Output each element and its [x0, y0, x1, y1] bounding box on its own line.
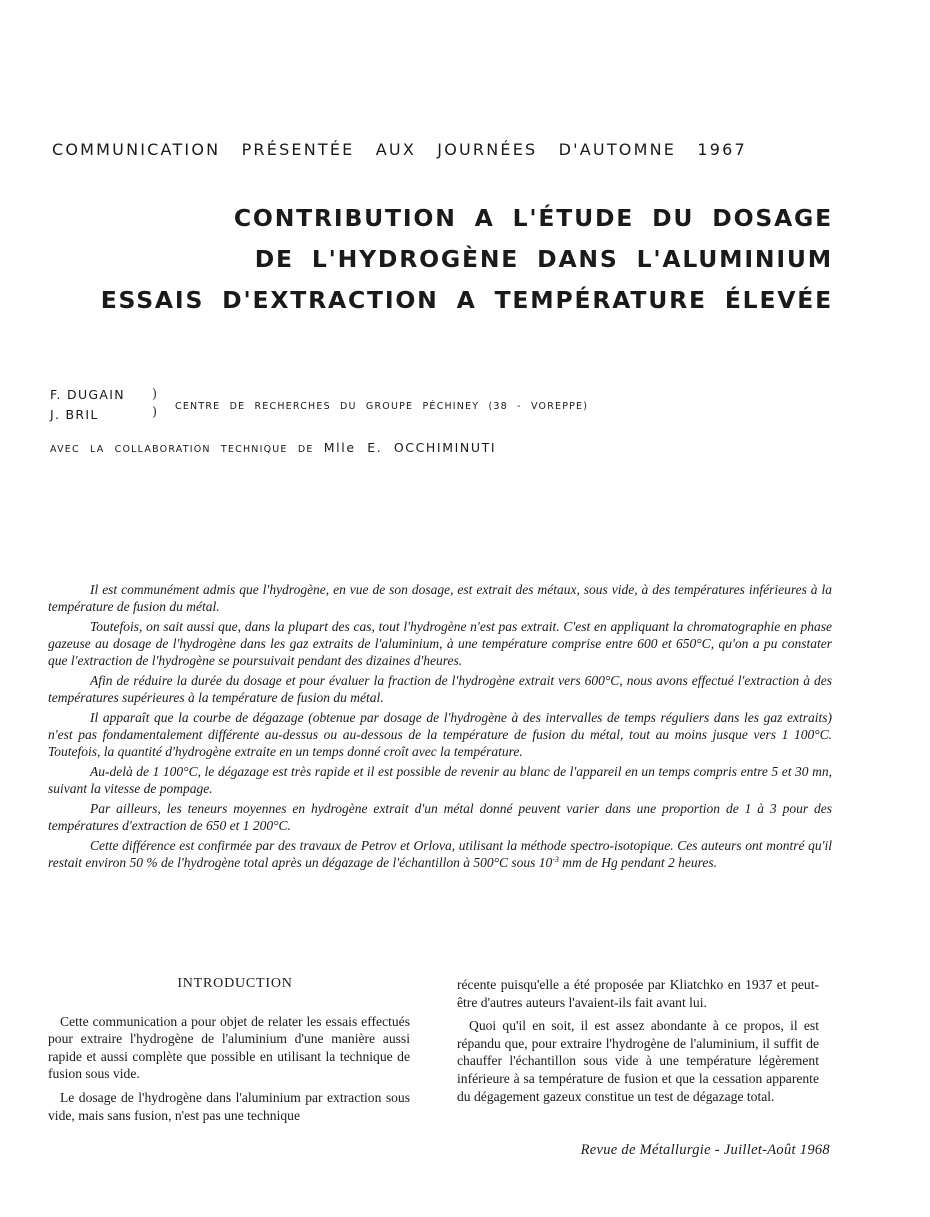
- article-title: [73, 198, 833, 321]
- section-heading: INTRODUCTION: [177, 976, 293, 991]
- abstract-paragraph: [48, 837, 832, 871]
- abstract-paragraph: Au-delà de 1 100°C, le dégazage est très rapide et il est possible de revenir au blanc de l'appareil en un temps compris entre 5 et 30 mn, suivant la vitesse de pompage.: [48, 764, 832, 796]
- abstract-paragraph: Afin de réduire la durée du dosage et pour évaluer la fraction de l'hydrogène extrait vers 600°C, nous avons effectué l'extraction à des températures supérieures à la température de fusion du métal.: [48, 673, 832, 705]
- collaboration-line: [50, 440, 496, 455]
- right-column: [457, 976, 819, 1111]
- abstract-p7-text: Cette différence est confirmée par des travaux de Petrov et Orlova, utilisant la méthode spectro-isotopique. Ces auteurs ont montré qu'il restait environ 50 % de l'hydrogène total après un dégazage de l'échantillon à 500°C sous 10: [48, 838, 832, 870]
- affiliation: CENTRE DE RECHERCHES DU GROUPE PÉCHINEY (38 - VOREPPE): [175, 401, 589, 412]
- title-line-2: DE L'HYDROGÈNE DANS L'ALUMINIUM: [254, 245, 833, 273]
- title-line-1: CONTRIBUTION A L'ÉTUDE DU DOSAGE: [233, 204, 833, 232]
- abstract-paragraph: Il est communément admis que l'hydrogène, en vue de son dosage, est extrait des métaux, sous vide, à des températures inférieures à la température de fusion du métal.: [48, 582, 832, 614]
- body-paragraph: Quoi qu'il en soit, il est assez abondante à ce propos, il est répandu que, pour extraire l'hydrogène de l'aluminium, il suffit de chauffer l'échantillon sous vide à une température légèrement inférieure à sa température de fusion et que la cessation apparente du dégagement gazeux constitue un test de dégazage total.: [457, 1018, 819, 1104]
- body-paragraph: Cette communication a pour objet de relater les essais effectués pour extraire l'hydrogène de l'aluminium d'une manière aussi rapide et aussi complète que possible en utilisant la technique de fusion sous vide.: [48, 1013, 410, 1082]
- abstract-paragraph: Toutefois, on sait aussi que, dans la plupart des cas, tout l'hydrogène n'est pas extrait. C'est en appliquant la chromatographie en phase gazeuse au dosage de l'hydrogène dans les gaz extraits de l'aluminium, à une température comprise entre 600 et 650°C, qu'on a pu constater que l'extraction de l'hydrogène se poursuivait pendant des dizaines d'heures.: [48, 619, 832, 668]
- author-list: [50, 385, 125, 425]
- body-paragraph: Le dosage de l'hydrogène dans l'aluminium par extraction sous vide, mais sans fusion, n'est pas une technique: [48, 1089, 410, 1123]
- left-column: [48, 975, 410, 1130]
- body-paragraph: récente puisqu'elle a été proposée par Kliatchko en 1937 et peut-être d'autres auteurs l'avaient-ils fait avant lui.: [457, 977, 819, 1010]
- title-line-3: ESSAIS D'EXTRACTION A TEMPÉRATURE ÉLEVÉE: [100, 286, 833, 314]
- abstract-paragraph: Il apparaît que la courbe de dégazage (obtenue par dosage de l'hydrogène à des intervalles de temps réguliers dans les gaz extraits) n'est pas fondamentalement différente au-dessus ou au-dessous de la température de fusion du métal, tout au moins jusque vers 1 100°C. Toutefois, la quantité d'hydrogène extraite en un temps donné croît avec la température.: [48, 710, 832, 759]
- abstract: [48, 581, 832, 874]
- exponent: -3: [552, 855, 559, 864]
- author-2: J. BRIL: [50, 407, 99, 422]
- collaboration-prefix: AVEC LA COLLABORATION TECHNIQUE DE: [50, 444, 314, 455]
- journal-footer: Revue de Métallurgie - Juillet-Août 1968: [580, 1142, 830, 1158]
- author-1: F. DUGAIN: [50, 387, 125, 402]
- author-brace: ) ): [152, 387, 158, 420]
- abstract-p7-end: mm de Hg pendant 2 heures.: [558, 855, 718, 870]
- abstract-paragraph: Par ailleurs, les teneurs moyennes en hydrogène extrait d'un métal donné peuvent varier dans une proportion de 1 à 3 pour des températures d'extraction de 650 et 1 200°C.: [48, 801, 832, 833]
- conference-kicker: COMMUNICATION PRÉSENTÉE AUX JOURNÉES D'AUTOMNE 1967: [52, 140, 747, 159]
- collaborator-name: Mlle E. OCCHIMINUTI: [323, 440, 497, 455]
